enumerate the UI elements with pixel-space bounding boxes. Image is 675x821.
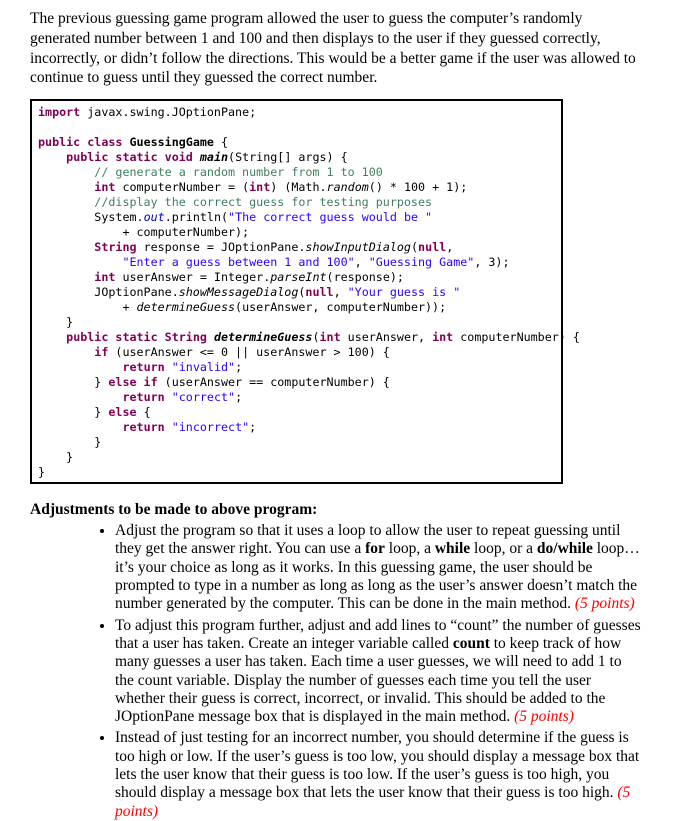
intro-paragraph: The previous guessing game program allowed the user to guess the computer’s randomly generated number between 1 and 100 and then displays to the user if they guessed correctly, incorrectly, or didn’t follow the directions. This would be a better game if the user was allowed to continue to guess until they guessed the correct number.: [30, 10, 636, 87]
code-line: [38, 240, 559, 255]
code-token: + computerNumber);: [38, 225, 250, 240]
code-token: public class: [38, 135, 123, 150]
code-line: [38, 435, 559, 450]
code-token: [38, 330, 66, 344]
code-token: "Your guess is ": [347, 285, 461, 300]
code-line: [38, 150, 559, 165]
code-token: [38, 255, 122, 269]
code-token: ) (Math.: [270, 180, 327, 195]
code-line: [38, 225, 559, 240]
code-line: [38, 180, 559, 195]
code-line: [38, 420, 559, 435]
code-token: userAnswer = Integer.: [115, 270, 271, 285]
code-token: determineGuess: [136, 300, 236, 315]
code-token: [193, 150, 200, 164]
points-label: (5 points): [115, 784, 631, 820]
code-line: [38, 135, 559, 150]
code-token: // generate a random number from 1 to 100: [38, 165, 383, 180]
code-token: String: [94, 240, 137, 255]
adjustment-item: [115, 729, 642, 820]
code-line: [38, 300, 559, 315]
code-line: [38, 405, 559, 420]
code-token: }: [38, 435, 102, 450]
code-token: [38, 150, 66, 164]
code-token: [165, 390, 172, 404]
code-token: () * 100 + 1);: [368, 180, 468, 195]
code-token: import: [38, 105, 81, 120]
code-token: [38, 240, 94, 254]
code-token: random: [326, 180, 369, 195]
code-token: {: [213, 135, 229, 150]
code-line: [38, 105, 559, 120]
code-token: (String[] args) {: [228, 150, 348, 165]
code-token: (: [410, 240, 419, 255]
text-segment: count: [452, 634, 490, 652]
code-line: [38, 360, 559, 375]
code-line: [38, 120, 559, 135]
code-token: return: [122, 420, 165, 435]
text-segment: do/while: [536, 540, 593, 558]
code-token: [38, 345, 94, 359]
code-token: "The correct guess would be ": [228, 210, 433, 225]
code-token: (response);: [326, 270, 404, 285]
code-token: }: [38, 465, 46, 480]
code-token: null: [418, 240, 447, 255]
code-token: null: [305, 285, 334, 300]
code-token: [122, 135, 129, 149]
code-token: "Enter a guess between 1 and 100": [122, 255, 355, 270]
code-line: [38, 375, 559, 390]
code-token: [38, 390, 122, 404]
points-label: (5 points): [514, 708, 574, 726]
code-token: else if: [108, 375, 158, 390]
code-token: ,: [333, 285, 348, 300]
code-token: "incorrect": [171, 420, 250, 435]
code-token: System.: [38, 210, 144, 225]
code-token: "Guessing Game": [368, 255, 475, 270]
code-token: int: [432, 330, 454, 345]
code-token: }: [38, 375, 109, 390]
code-token: int: [319, 330, 341, 345]
code-token: if: [94, 345, 109, 360]
code-line: [38, 195, 559, 210]
code-token: public static String: [66, 330, 207, 345]
code-token: computerNumber = (: [115, 180, 250, 195]
text-segment: Instead of just testing for an incorrect number, you should determine if the guess is too high or low. If the user’s guess is too low, you should display a message box that lets the user know that their guess is too low. If the user’s guess is too high, you should display a message box that lets the user know that their guess is too high.: [115, 729, 640, 802]
code-token: }: [38, 405, 109, 420]
code-line: [38, 465, 559, 480]
text-segment: loop…it’s your choice as long as it works. In this guessing game, the user should be prompted to type in a number as long as long as the user’s answer doesn’t match the number generated by the computer. This can be done in the main method.: [115, 540, 640, 613]
code-token: computerNumber) {: [453, 330, 580, 345]
adjustment-item: [115, 617, 642, 727]
code-token: .println(: [164, 210, 229, 225]
code-token: }: [38, 315, 74, 330]
code-token: [38, 270, 94, 284]
code-token: return: [122, 360, 165, 375]
code-token: (userAnswer == computerNumber) {: [157, 375, 390, 390]
code-token: int: [94, 270, 116, 285]
text-segment: to keep track of how many guesses a user has taken. Each time a user guesses, we will need to add 1 to the count variable. Display the number of guesses each time you tell the user whether their guess is correct, incorrect, or invalid. This should be added to the JOptionPane message box that is displayed in the main method.: [115, 634, 622, 726]
text-segment: for: [365, 540, 385, 558]
code-token: JOptionPane.: [38, 285, 179, 300]
code-token: //display the correct guess for testing purposes: [38, 195, 433, 210]
code-token: [207, 330, 214, 344]
code-token: (: [298, 285, 306, 300]
text-segment: while: [434, 540, 471, 558]
code-line: [38, 210, 559, 225]
code-token: [38, 420, 122, 434]
code-token: public static void: [66, 150, 193, 165]
code-token: ;: [249, 420, 257, 435]
text-segment: loop, or a: [470, 540, 537, 558]
code-token: "invalid": [171, 360, 236, 375]
code-token: [165, 360, 172, 374]
code-token: showInputDialog: [305, 240, 411, 255]
code-token: , 3);: [474, 255, 510, 270]
code-line: [38, 315, 559, 330]
code-token: javax.swing.JOptionPane;: [80, 105, 257, 120]
points-label: (5 points): [574, 595, 635, 613]
code-token: (: [312, 330, 320, 345]
code-token: else: [108, 405, 137, 420]
code-line: [38, 165, 559, 180]
adjustment-item: [115, 522, 642, 613]
code-token: main: [199, 150, 229, 165]
code-token: response = JOptionPane.: [136, 240, 306, 255]
code-token: [165, 420, 172, 434]
code-token: ,: [354, 255, 369, 270]
code-token: int: [249, 180, 271, 195]
adjustments-heading: Adjustments to be made to above program:: [30, 501, 318, 519]
code-token: "correct": [171, 390, 236, 405]
code-token: determineGuess: [213, 330, 313, 345]
text-segment: To adjust this program further, adjust and add lines to “count” the number of guesses that a user has taken. Create an integer variable called: [115, 616, 641, 652]
code-token: ;: [235, 390, 243, 405]
code-token: ;: [235, 360, 243, 375]
code-token: {: [136, 405, 151, 420]
code-token: (userAnswer, computerNumber));: [235, 300, 447, 315]
text-segment: Adjust the program so that it uses a loop to allow the user to repeat guessing until they get the answer right. You can use a: [115, 522, 621, 558]
code-token: parseInt: [270, 270, 327, 285]
adjustments-list: [30, 522, 642, 821]
code-line: [38, 450, 559, 465]
code-token: (userAnswer <= 0 || userAnswer > 100) {: [108, 345, 390, 360]
code-token: ,: [446, 240, 454, 255]
text-segment: loop, a: [384, 540, 435, 558]
code-line: [38, 390, 559, 405]
code-token: +: [38, 300, 137, 315]
code-token: out: [143, 210, 165, 225]
code-token: return: [122, 390, 165, 405]
code-line: [38, 285, 559, 300]
code-line: [38, 330, 580, 345]
code-token: GuessingGame: [129, 135, 214, 150]
code-line: [38, 255, 559, 270]
code-token: showMessageDialog: [178, 285, 299, 300]
code-token: int: [94, 180, 116, 195]
code-line: [38, 345, 559, 360]
code-token: [38, 360, 122, 374]
code-token: [38, 180, 94, 194]
code-block: [30, 99, 580, 484]
code-token: userAnswer,: [340, 330, 433, 345]
code-token: }: [38, 450, 74, 465]
code-line: [38, 270, 559, 285]
